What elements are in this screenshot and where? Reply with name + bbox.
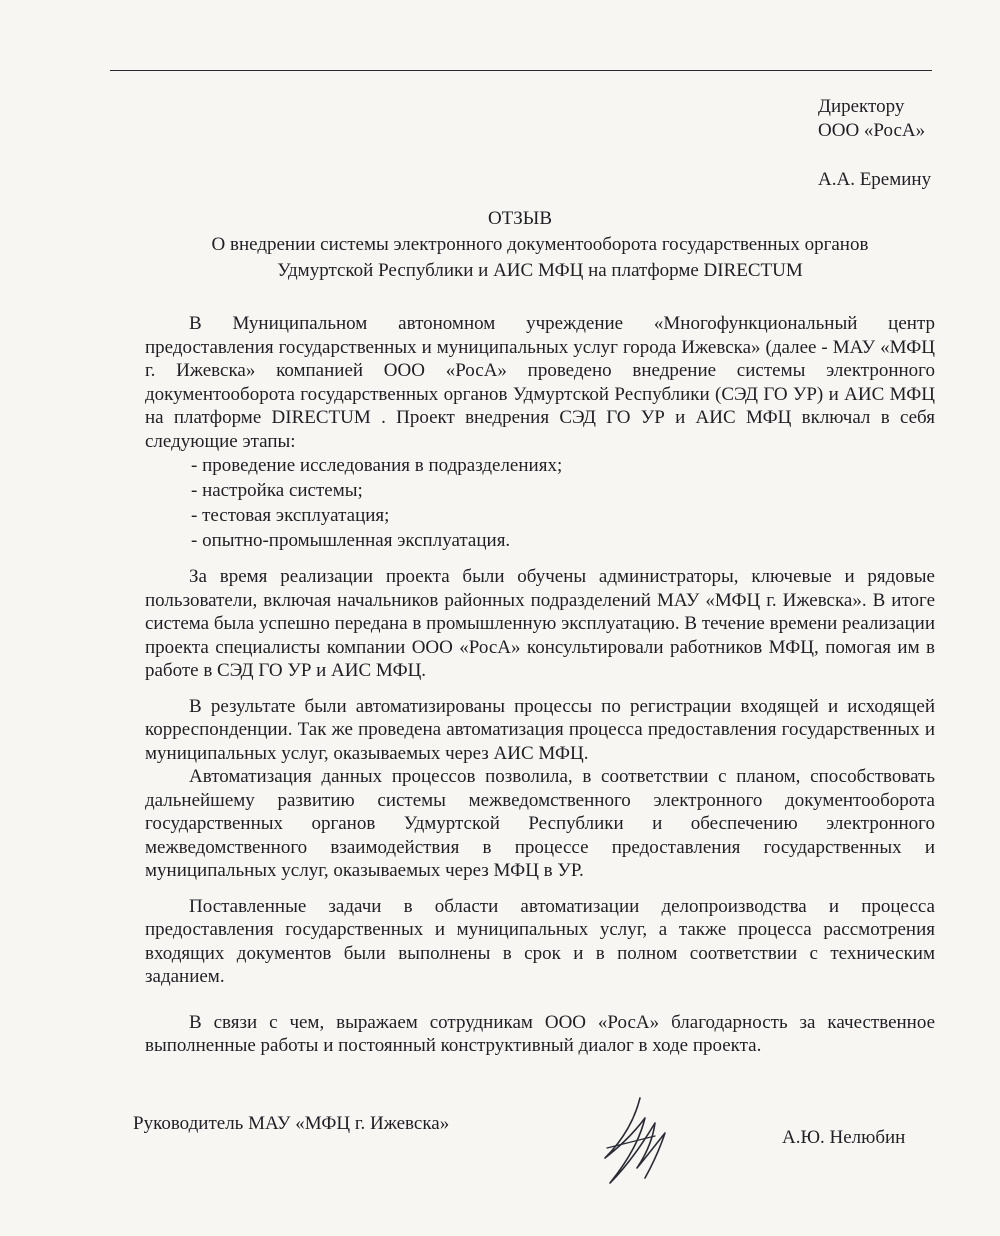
stages-list bbox=[145, 453, 935, 553]
document-body bbox=[145, 312, 935, 1058]
addressee-name: А.А. Еремину bbox=[818, 169, 932, 190]
subtitle-line-2: Удмуртской Республики и АИС МФЦ на платформе DIRECTUM bbox=[277, 260, 803, 281]
subtitle-line-1: О внедрении системы электронного документооборота государственных органов bbox=[211, 234, 869, 255]
header-rule bbox=[110, 70, 932, 71]
document-title: ОТЗЫВ bbox=[487, 208, 553, 229]
addressee-position: Директору bbox=[818, 96, 905, 117]
stage-item: - проведение исследования в подразделениях; bbox=[191, 455, 563, 476]
document-subtitle bbox=[130, 232, 950, 284]
paragraph-automation: Автоматизация данных процессов позволила, в соответствии с планом, способствовать дальнейшему развитию системы межведомственного электронного документооборота государственных органов Удмуртской Республики и обеспечению электронного межведомственного взаимодействия в процессе предоставления государственных и муниципальных услуг, оказываемых через МФЦ в УР. bbox=[145, 766, 935, 881]
paragraph-intro: В Муниципальном автономном учреждение «Многофункциональный центр предоставления государственных и муниципальных услуг города Ижевска» (далее - МАУ «МФЦ г. Ижевска» компанией ООО «РосА» проведено внедрение системы электронного документооборота государственных органов Удмуртской Республики (СЭД ГО УР) и АИС МФЦ на платформе DIRECTUM . Проект внедрения СЭД ГО УР и АИС МФЦ включал в себя следующие этапы: bbox=[145, 313, 935, 452]
stage-item: - настройка системы; bbox=[191, 480, 363, 501]
signatory-name: А.Ю. Нелюбин bbox=[782, 1127, 906, 1148]
addressee-company: ООО «РосА» bbox=[818, 120, 926, 141]
stage-item: - тестовая эксплуатация; bbox=[191, 505, 390, 526]
paragraph-thanks: В связи с чем, выражаем сотрудникам ООО «РосА» благодарность за качественное выполненные работы и постоянный конструктивный диалог в ходе проекта. bbox=[145, 1011, 935, 1056]
addressee-block bbox=[780, 95, 940, 192]
paragraph-tasks: Поставленные задачи в области автоматизации делопроизводства и процесса предоставления государственных и муниципальных услуг, а также процесса рассмотрения входящих документов были выполнены в срок и в полном соответствии с техническим заданием. bbox=[145, 895, 935, 987]
handwritten-signature bbox=[585, 1088, 695, 1198]
paragraph-results: В результате были автоматизированы процессы по регистрации входящей и исходящей корреспонденции. Так же проведена автоматизация процесса предоставления государственных и муниципальных услуг, оказываемых через АИС МФЦ. bbox=[145, 695, 935, 764]
stage-item: - опытно-промышленная эксплуатация. bbox=[191, 530, 511, 551]
signatory-position: Руководитель МАУ «МФЦ г. Ижевска» bbox=[133, 1113, 450, 1134]
paragraph-training: За время реализации проекта были обучены администраторы, ключевые и рядовые пользователи, включая начальников районных подразделений МАУ «МФЦ г. Ижевска». В итоге система была успешно передана в промышленную эксплуатацию. В течение времени реализации проекта специалисты компании ООО «РосА» консультировали работников МФЦ, помогая им в работе в СЭД ГО УР и АИС МФЦ. bbox=[145, 566, 935, 681]
